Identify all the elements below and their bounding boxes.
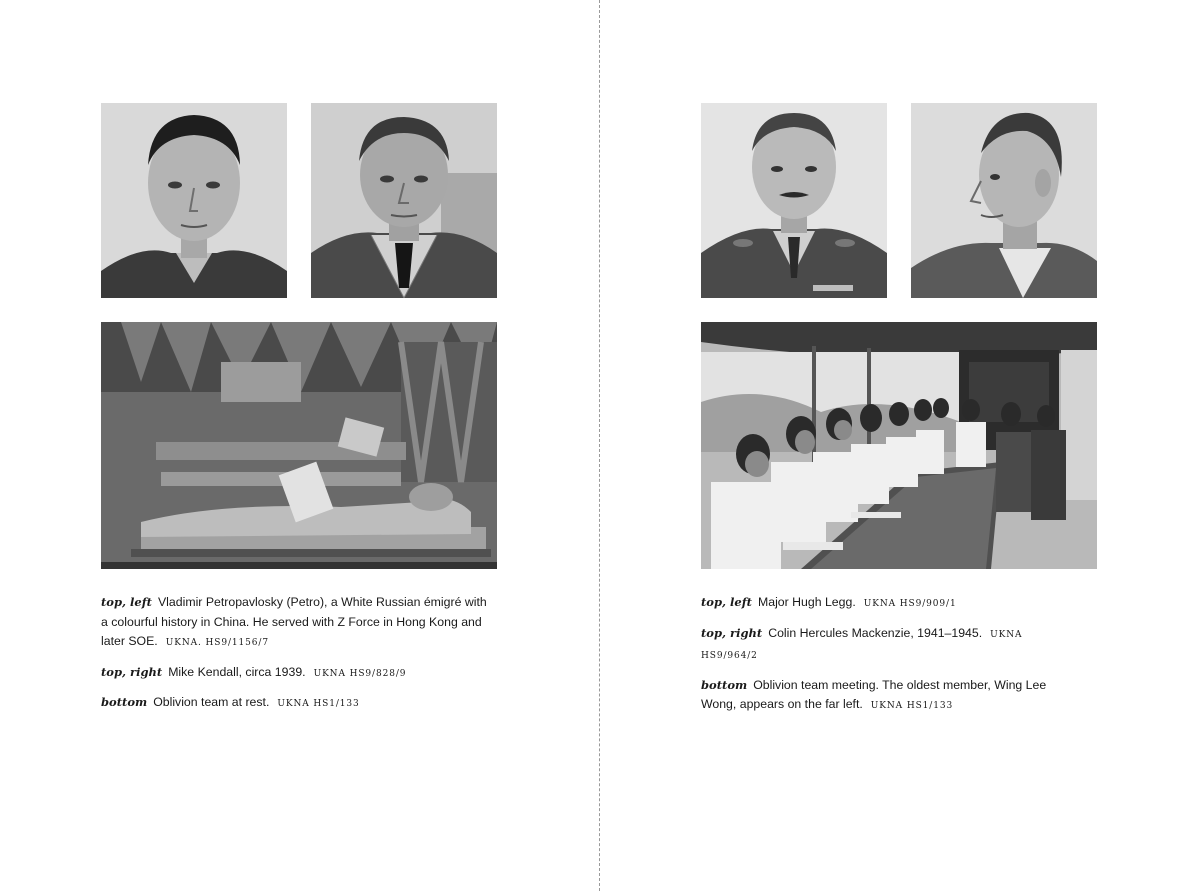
caption-text: Major Hugh Legg.: [757, 595, 856, 609]
right-captions: [701, 593, 1073, 726]
caption-bottom: [701, 676, 1073, 717]
portrait-kendall-photo: [311, 103, 497, 298]
oblivion-team-meeting-photo: [701, 322, 1097, 569]
caption-top-left: [101, 593, 491, 654]
caption-position: top, right: [701, 625, 763, 640]
caption-position: bottom: [101, 695, 148, 709]
portrait-photo-icon: [911, 103, 1097, 298]
oblivion-team-at-rest-photo: [101, 322, 497, 569]
caption-top-right: [101, 663, 491, 685]
group-photo-icon: [101, 322, 497, 569]
caption-bottom: [101, 693, 491, 715]
caption-text: Oblivion team at rest.: [153, 695, 270, 709]
portrait-photo-icon: [311, 103, 497, 298]
caption-position: top, left: [701, 595, 752, 609]
caption-text: Mike Kendall, circa 1939.: [168, 664, 306, 679]
caption-archive-ref: UKNA HS9/828/9: [313, 668, 407, 679]
caption-archive-ref: UKNA HS1/133: [870, 701, 954, 711]
page-gutter-divider: [599, 0, 600, 891]
caption-text: Vladimir Petropavlosky (Petro), a White Russian émigré with a colourful history in China. He served with Z Force in Hong Kong and later SOE.: [101, 595, 487, 648]
caption-text: Oblivion team meeting. The oldest member, Wing Lee Wong, appears on the far left.: [701, 677, 1047, 711]
caption-position: top, left: [101, 595, 152, 609]
caption-archive-ref: UKNA. HS9/1156/7: [165, 638, 269, 648]
portrait-photo-icon: [101, 103, 287, 298]
group-photo-icon: [701, 322, 1097, 569]
caption-position: bottom: [701, 677, 748, 692]
portrait-mackenzie-photo: [911, 103, 1097, 298]
portrait-photo-icon: [701, 103, 887, 298]
caption-archive-ref: UKNA HS9/964/2: [701, 629, 1023, 661]
caption-top-right: [701, 624, 1073, 667]
caption-position: top, right: [101, 664, 163, 679]
portrait-petropavlosky-photo: [101, 103, 287, 298]
caption-text: Colin Hercules Mackenzie, 1941–1945.: [768, 625, 983, 640]
caption-archive-ref: UKNA HS1/133: [277, 699, 360, 709]
left-captions: [101, 593, 491, 724]
portrait-legg-photo: [701, 103, 887, 298]
caption-top-left: [701, 593, 1073, 615]
caption-archive-ref: UKNA HS9/909/1: [863, 599, 957, 609]
